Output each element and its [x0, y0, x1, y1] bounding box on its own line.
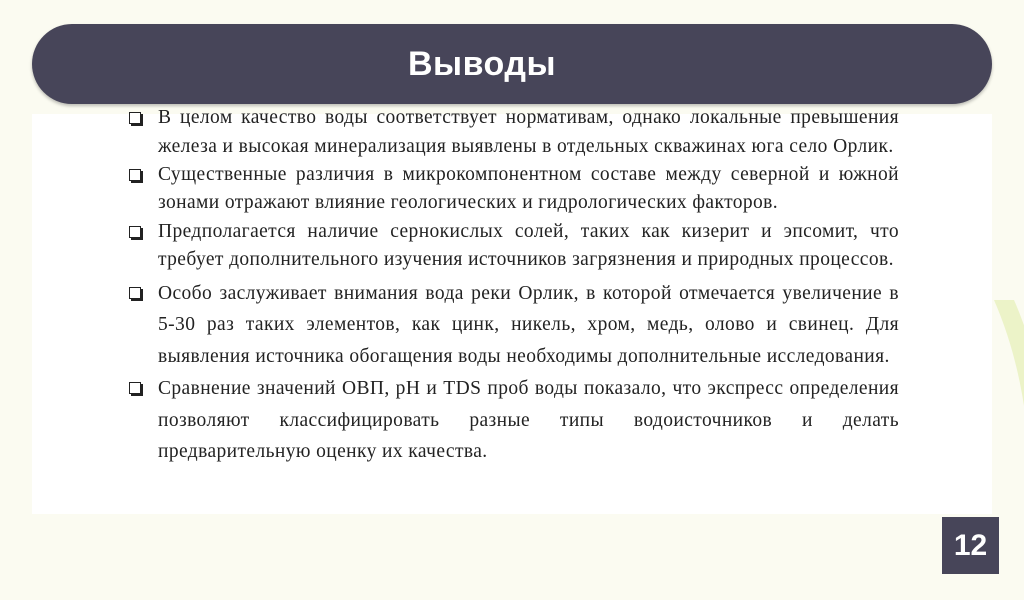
- page-number-badge: [942, 517, 999, 574]
- list-item-text: В целом качество воды соответствует нормативам, однако локальные превышения железа и высокая минерализация выявлены в отдельных скважинах юга село Орлик.: [158, 107, 899, 157]
- list-item: [127, 373, 899, 468]
- list-item-text: Предполагается наличие сернокислых солей, таких как кизерит и эпсомит, что требует дополнительного изучения источников загрязнения и природных процессов.: [158, 220, 899, 270]
- list-item: [127, 104, 899, 161]
- conclusions-list: [127, 104, 899, 468]
- title-bar: [32, 24, 992, 104]
- square-bullet-icon: [129, 226, 141, 238]
- list-item: [127, 218, 899, 275]
- page-number: 12: [953, 528, 988, 562]
- list-item-text: Особо заслуживает внимания вода реки Орлик, в которой отмечается увеличение в 5-30 раз таких элементов, как цинк, никель, хром, медь, олово и свинец. Для выявления источника обогащения воды необходимы дополнительные исследования.: [158, 282, 899, 367]
- list-item-text: Существенные различия в микрокомпонентном составе между северной и южной зонами отражают влияние геологических и гидрологических факторов.: [158, 163, 899, 213]
- list-item: [127, 278, 899, 373]
- square-bullet-icon: [129, 382, 141, 394]
- slide-title: Выводы: [408, 44, 556, 83]
- square-bullet-icon: [129, 169, 141, 181]
- square-bullet-icon: [129, 287, 141, 299]
- square-bullet-icon: [129, 112, 141, 124]
- list-item-text: Сравнение значений ОВП, рН и TDS проб воды показало, что экспресс определения позволяют классифицировать разные типы водоисточников и делать предварительную оценку их качества.: [158, 378, 899, 462]
- list-item: [127, 161, 899, 218]
